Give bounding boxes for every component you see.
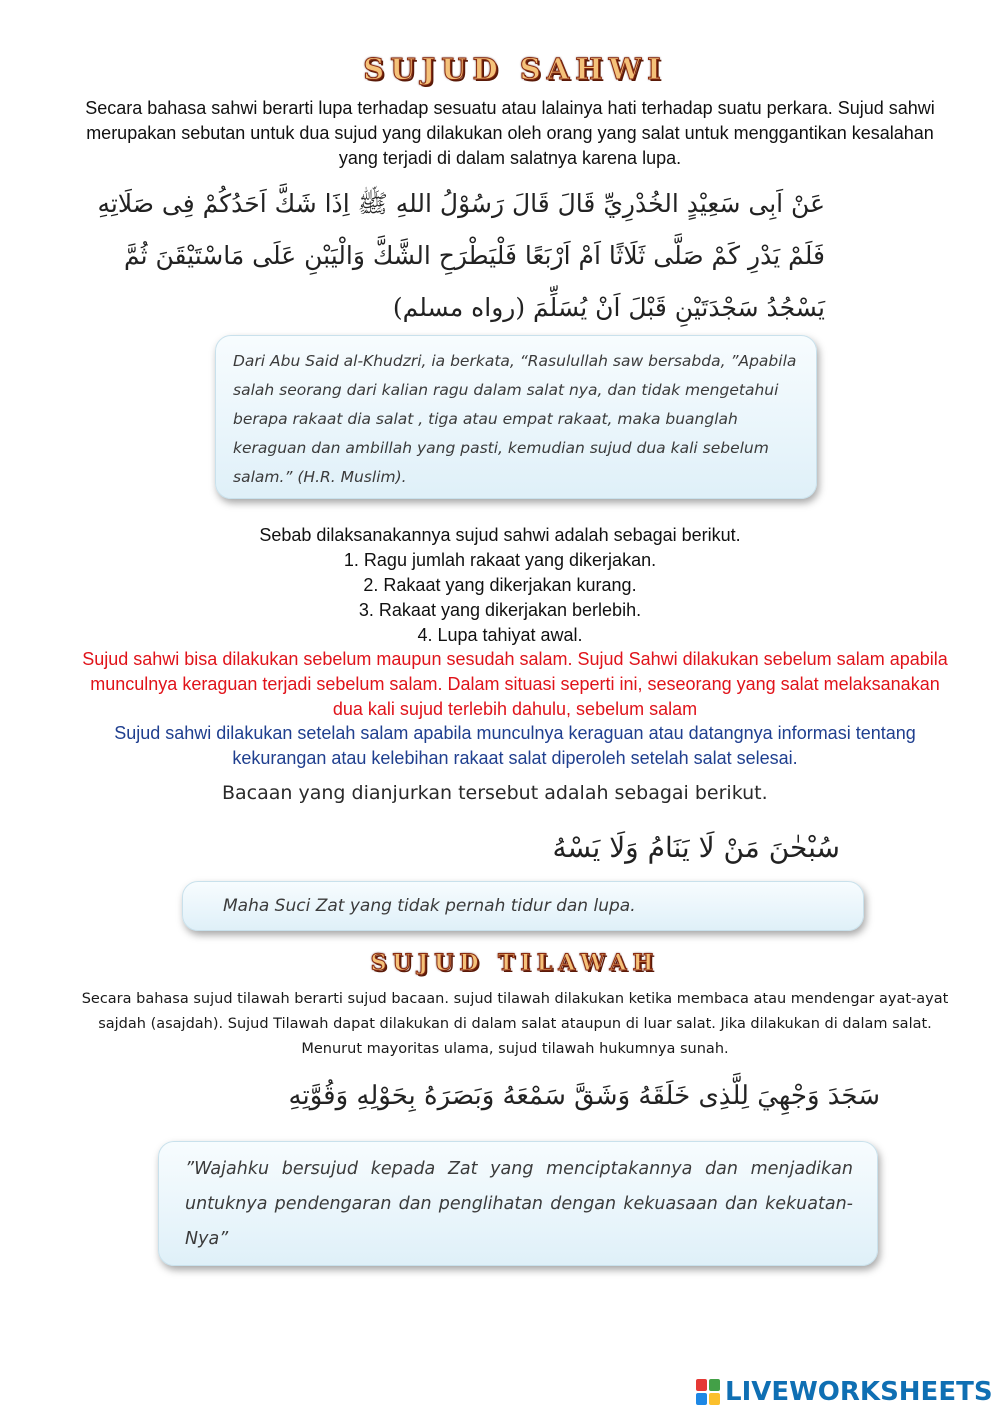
red-note-paragraph: Sujud sahwi bisa dilakukan sebelum maupun sesudah salam. Sujud Sahwi dilakukan sebelum salam apabila munculnya keraguan terjadi sebelum salam. Dalam situasi seperti ini, seseorang yang salat melaksanakan dua kali sujud terlebih dahulu, sebelum salam	[82, 649, 948, 719]
hadith-arabic-block	[97, 178, 825, 334]
tilawah-translation-text: ”Wajahku bersujud kepada Zat yang menciptakannya dan menjadikan untuknya pendengaran dan penglihatan dengan kekuasaan dan kekuatan-Nya”	[185, 1159, 853, 1249]
hadith-arabic-line-3: يَسْجُدُ سَجْدَتَيْنِ قَبْلَ اَنْ يُسَلِّمَ (رواه مسلم)	[392, 293, 825, 322]
recitation-intro: Bacaan yang dianjurkan tersebut adalah sebagai berikut.	[222, 782, 768, 804]
liveworksheets-logo-text: LIVEWORKSHEETS	[725, 1377, 993, 1407]
cause-item-4: 4. Lupa tahiyat awal.	[417, 625, 583, 645]
tilawah-recitation-arabic: سَجَدَ وَجْهِيَ لِلَّذِى خَلَقَهُ وَشَقَّ سَمْعَهُ وَبَصَرَهُ بِحَوْلِهِ وَقُوَّتِهِ	[288, 1081, 880, 1111]
tilawah-translation-box	[158, 1141, 878, 1266]
blue-note-paragraph: Sujud sahwi dilakukan setelah salam apabila munculnya keraguan atau datangnya informasi tentang kekurangan atau kelebihan rakaat salat diperoleh setelah salat selesai.	[114, 723, 916, 768]
causes-intro: Sebab dilaksanakannya sujud sahwi adalah sebagai berikut.	[259, 525, 741, 545]
sahwi-intro-paragraph: Secara bahasa sahwi berarti lupa terhadap sesuatu atau lalainya hati terhadap suatu perkara. Sujud sahwi merupakan sebutan untuk dua sujud yang dilakukan oleh orang yang salat untuk menggantikan kesalahan yang terjadi di dalam salatnya karena lupa.	[85, 98, 935, 168]
hadith-translation-box	[215, 335, 817, 499]
sahwi-recitation-translation-box	[182, 881, 864, 931]
cause-item-3: 3. Rakaat yang dikerjakan berlebih.	[358, 600, 642, 620]
hadith-translation-text: Dari Abu Said al-Khudzri, ia berkata, “Rasulullah saw bersabda, ”Apabila salah seorang dari kalian ragu dalam salat nya, dan tidak mengetahui berapa rakaat dia salat , tiga atau empat rakaat, maka buanglah keraguan dan ambillah yang pasti, kemudian sujud dua kali sebelum salam.” (H.R. Muslim).	[233, 352, 797, 486]
sujud-sahwi-title: SUJUD SAHWI	[363, 52, 667, 86]
causes-section	[100, 523, 900, 648]
liveworksheets-logo-icon	[695, 1378, 721, 1406]
hadith-arabic-line-2: فَلَمْ يَدْرِ كَمْ صَلَّى ثَلَاثًا اَمْ اَرْبَعًا فَلْيَطْرَحِ الشَّكَّ وَالْيَبْنِ عَلَى مَاسْتَيْقَنَ ثُمَّ	[123, 241, 825, 270]
sahwi-recitation-arabic: سُبْحٰنَ مَنْ لَا يَنَامُ وَلَا يَسْهُ	[552, 831, 840, 864]
liveworksheets-logo[interactable]	[695, 1377, 993, 1411]
cause-item-1: 1. Ragu jumlah rakaat yang dikerjakan.	[343, 550, 657, 570]
sahwi-recitation-translation-text: Maha Suci Zat yang tidak pernah tidur dan lupa.	[223, 896, 636, 916]
tilawah-intro-paragraph: Secara bahasa sujud tilawah berarti sujud bacaan. sujud tilawah dilakukan ketika membaca atau mendengar ayat-ayat sajdah (asajdah). Sujud Tilawah dapat dilakukan di dalam salat ataupun di luar salat. Jika dilakukan di dalam salat. Menurut mayoritas ulama, sujud tilawah hukumnya sunah.	[81, 991, 949, 1057]
sujud-tilawah-title: SUJUD TILAWAH	[370, 950, 660, 976]
hadith-arabic-line-1: عَنْ اَبِى سَعِيْدٍ الخُدْرِيِّ قَالَ قَالَ رَسُوْلُ اللهِ ﷺ اِذَا شَكَّ اَحَدُكُمْ فِى صَلَاتِهِ	[97, 189, 825, 218]
cause-item-2: 2. Rakaat yang dikerjakan kurang.	[363, 575, 637, 595]
